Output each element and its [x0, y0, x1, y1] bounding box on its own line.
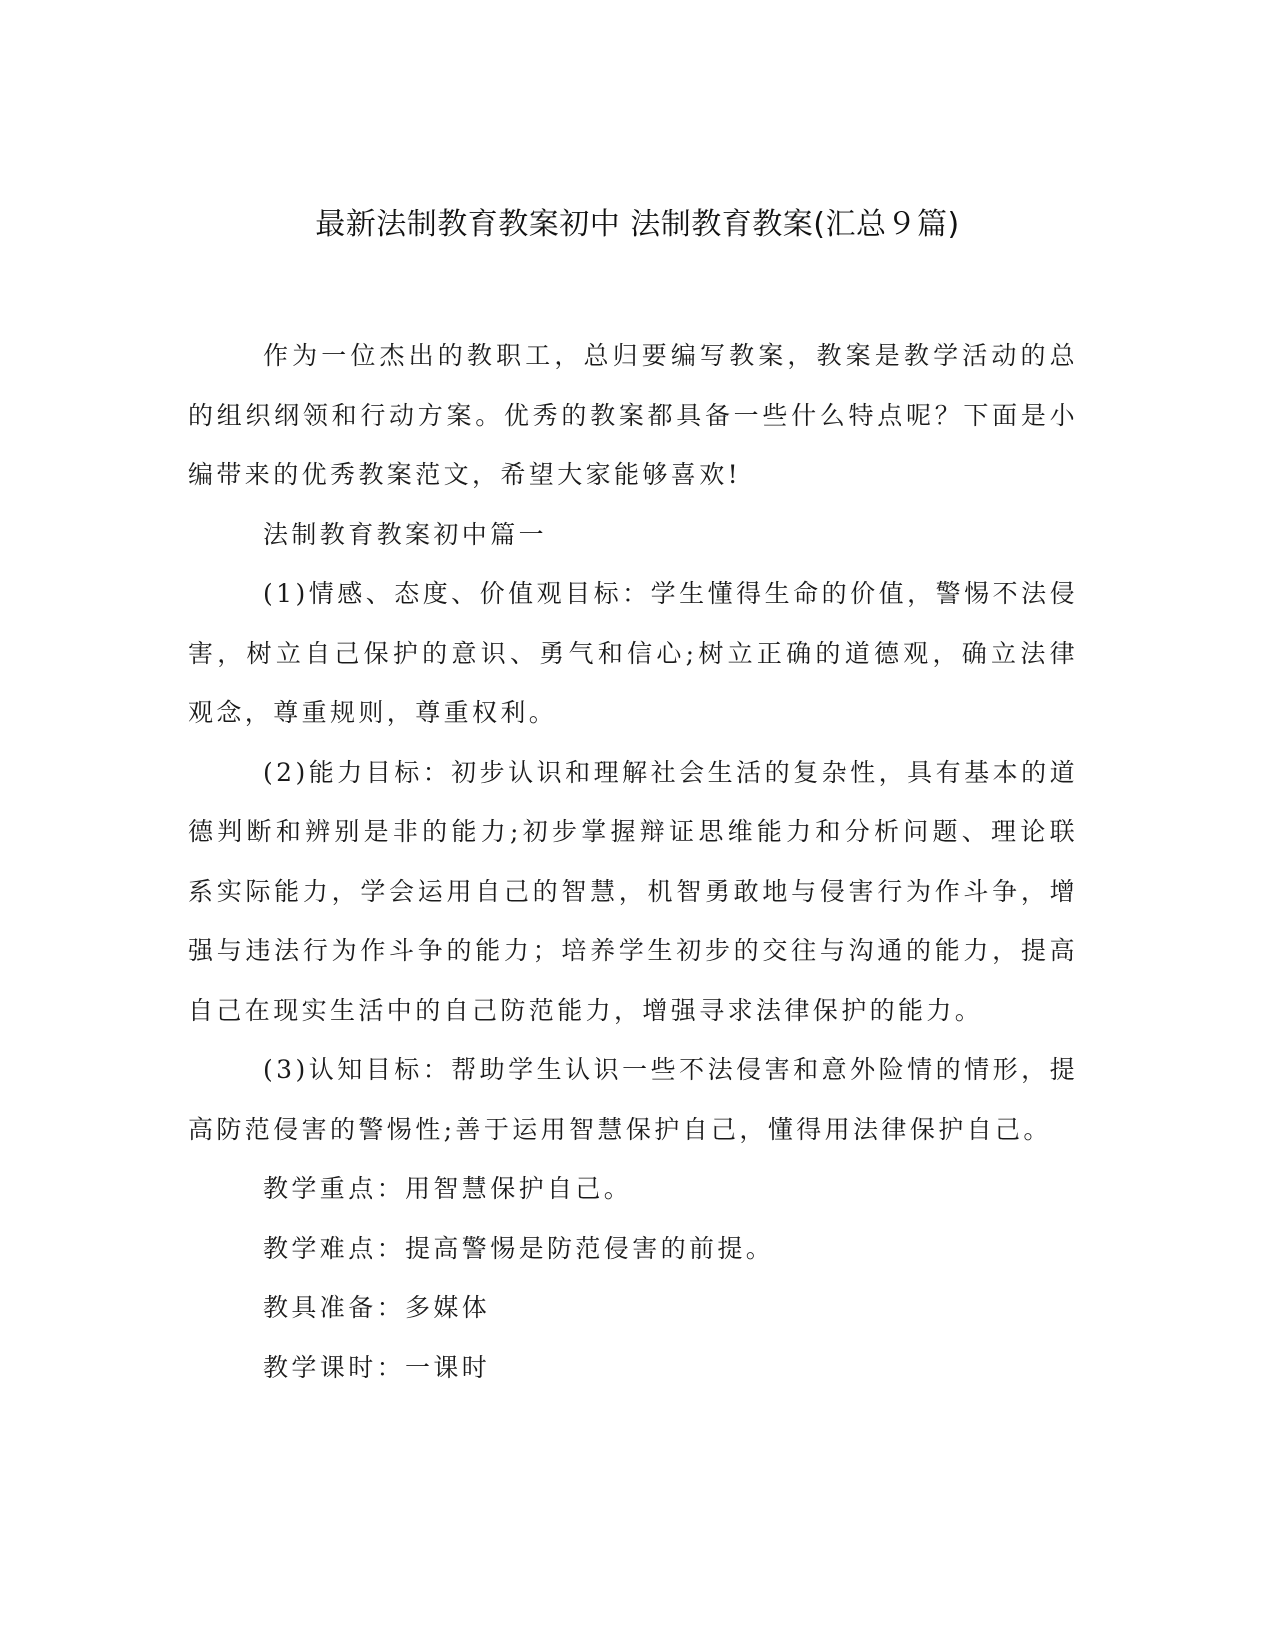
teaching-aids: 教具准备：多媒体: [263, 1293, 491, 1322]
teaching-difficulty: 教学难点：提高警惕是防范侵害的前提。: [263, 1233, 775, 1263]
teaching-hours: 教学课时：一课时: [263, 1352, 491, 1382]
intro-paragraph: 作为一位杰出的教职工，总归要编写教案，教案是教学活动的总的组织纲领和行动方案。优秀的教案都具备一些什么特点呢？下面是小编带来的优秀教案范文，希望大家能够喜欢!: [188, 341, 1078, 489]
objective-emotion-paragraph: (1)情感、态度、价值观目标：学生懂得生命的价值，警惕不法侵害，树立自己保护的意识、勇气和信心;树立正确的道德观，确立法律观念，尊重规则，尊重权利。: [188, 579, 1078, 727]
objective-cognition-paragraph: (3)认知目标：帮助学生认识一些不法侵害和意外险情的情形，提高防范侵害的警惕性;善于运用智慧保护自己，懂得用法律保护自己。: [188, 1055, 1078, 1144]
teaching-focus: 教学重点：用智慧保护自己。: [263, 1174, 633, 1203]
section-heading: 法制教育教案初中篇一: [263, 519, 548, 549]
objective-ability-paragraph: (2)能力目标：初步认识和理解社会生活的复杂性，具有基本的道德判断和辨别是非的能力;初步掌握辩证思维能力和分析问题、理论联系实际能力，学会运用自己的智慧，机智勇敢地与侵害行为作斗争，增强与违法行为作斗争的能力；培养学生初步的交往与沟通的能力，提高自己在现实生活中的自己防范能力，增强寻求法律保护的能力。: [188, 757, 1078, 1025]
document-title: 最新法制教育教案初中 法制教育教案(汇总９篇): [315, 207, 960, 242]
document-body: [188, 326, 1078, 1397]
